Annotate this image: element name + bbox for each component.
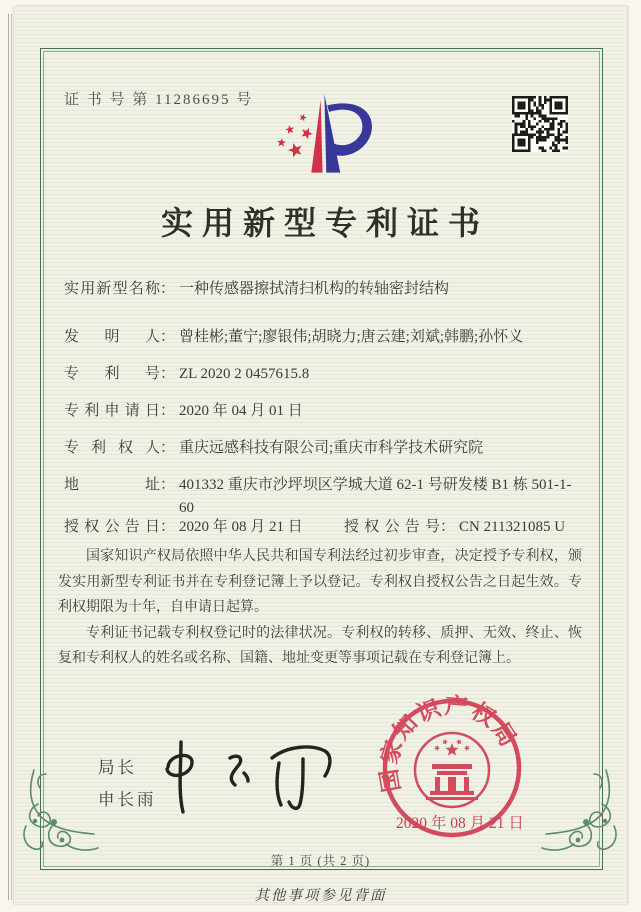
field-value: 2020 年 04 月 01 日 — [179, 403, 303, 419]
national-emblem-icon — [415, 733, 489, 807]
seal-text: 国家知识产权局 — [375, 693, 522, 794]
field-label: 实用新型名称 — [64, 281, 160, 297]
director-title: 局长 — [98, 758, 137, 777]
legal-paragraphs — [58, 544, 582, 672]
field-value: 401332 重庆市沙坪坝区学城大道 62-1 号研发楼 B1 栋 501-1-60 — [179, 477, 572, 516]
field-label: 专利权人 — [64, 440, 160, 456]
field-value: 2020 年 08 月 21 日 — [179, 519, 303, 535]
field-value: 一种传感器擦拭清扫机构的转轴密封结构 — [179, 281, 450, 297]
floral-corner-ornament-icon — [18, 764, 110, 860]
seal-date: 2020 年 08 月 21 日 — [396, 815, 524, 832]
cnipa-round-seal-icon — [352, 682, 552, 856]
field-utility-model-name: 实用新型名称 ： 一种传感器擦拭清扫机构的转轴密封结构 — [64, 278, 578, 301]
page-number: 第 1 页 (共 2 页) — [270, 854, 371, 868]
legal-paragraph: 国家知识产权局依照中华人民共和国专利法经过初步审查，决定授予专利权，颁发实用新型专利证书并在专利登记簿上予以登记。专利权自授权公告之日起生效。专利权期限为十年，自申请日起算。 — [58, 549, 582, 615]
director-signature-icon — [144, 732, 344, 820]
field-label: 专利号 — [64, 366, 160, 382]
qr-code-icon — [512, 96, 568, 152]
field-value: 曾桂彬;董宁;廖银伟;胡晓力;唐云建;刘斌;韩鹏;孙怀义 — [179, 329, 524, 345]
certificate-title: 实用新型专利证书 — [160, 205, 489, 241]
legal-paragraph: 专利证书记载专利权登记时的法律状况。专利权的转移、质押、无效、终止、恢复和专利权人的姓名或名称、国籍、地址变更等事项记载在专利登记簿上。 — [58, 625, 582, 666]
field-label: 发明人 — [64, 329, 160, 345]
director-name: 申长雨 — [98, 790, 157, 809]
field-value: ZL 2020 2 0457615.8 — [179, 366, 310, 382]
field-value: 重庆远感科技有限公司;重庆市科学技术研究院 — [179, 440, 484, 456]
scan-page-edge — [11, 14, 12, 900]
field-address: 地址 ： 401332 重庆市沙坪坝区学城大道 62-1 号研发楼 B1 栋 501-1-60 — [64, 474, 578, 519]
field-value: CN 211321085 U — [459, 519, 566, 535]
field-inventors: 发明人 ： 曾桂彬;董宁;廖银伟;胡晓力;唐云建;刘斌;韩鹏;孙怀义 — [64, 326, 578, 349]
floral-corner-ornament-icon — [530, 764, 622, 860]
field-grant-date: 授权公告日 ： 2020 年 08 月 21 日 — [64, 516, 342, 539]
field-patentee: 专利权人 ： 重庆远感科技有限公司;重庆市科学技术研究院 — [64, 437, 578, 460]
back-side-note: 其他事项参见背面 — [254, 888, 387, 904]
field-label: 授权公告号 — [344, 519, 440, 535]
certificate-number: 证 书 号 第 11286695 号 — [64, 92, 254, 108]
field-patent-number: 专利号 ： ZL 2020 2 0457615.8 — [64, 363, 578, 386]
field-grant-number: 授权公告号 ： CN 211321085 U — [344, 516, 578, 539]
certificate-paper — [14, 6, 627, 904]
field-label: 授权公告日 — [64, 519, 160, 535]
field-filing-date: 专利申请日 ： 2020 年 04 月 01 日 — [64, 400, 578, 423]
field-label: 专利申请日 — [64, 403, 160, 419]
cnipa-patent-logo-icon — [274, 88, 386, 190]
scan-page-edge — [8, 14, 9, 900]
field-label: 地址 — [64, 477, 160, 493]
